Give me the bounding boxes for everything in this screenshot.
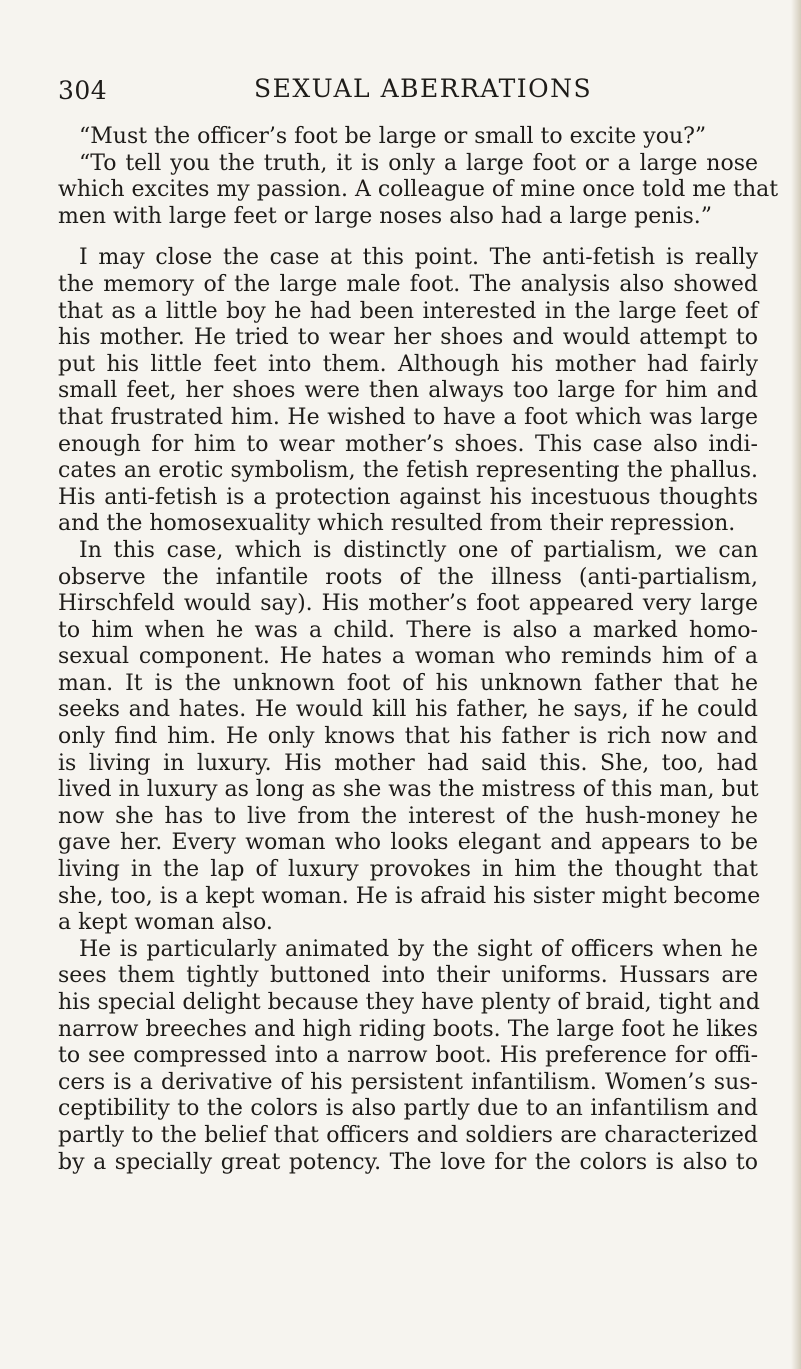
text-line: she, too, is a kept woman. He is afraid his sister might become	[58, 883, 761, 909]
dialogue-block	[58, 124, 779, 230]
text-line: his special delight because they have plenty of braid, tight and	[58, 990, 760, 1015]
text-line: by a specially great potency. The love for the colors is also to	[58, 1149, 758, 1175]
page-edge-shadow	[791, 0, 801, 1369]
text-line: to him when he was a child. There is also a marked homo-	[58, 617, 758, 643]
text-line: to see compressed into a narrow boot. His preference for offi-	[58, 1043, 758, 1069]
text-line: and the homosexuality which resulted from their repression.	[58, 511, 736, 537]
page-number: 304	[58, 76, 108, 105]
text-line: Hirschfeld would say). His mother’s foot appeared very large	[58, 591, 758, 617]
text-line: cers is a derivative of his persistent infantilism. Women’s sus-	[58, 1069, 758, 1095]
text-line: now she has to live from the interest of the hush-money he	[58, 803, 758, 829]
text-line: his mother. He tried to wear her shoes and would attempt to	[58, 325, 758, 351]
text-line: enough for him to wear mother’s shoes. This case also indi-	[58, 431, 758, 457]
text-line: “Must the officer’s foot be large or small to excite you?”	[79, 124, 707, 149]
paragraph-3	[58, 937, 758, 1176]
text-line: lived in luxury as long as she was the mistress of this man, but	[58, 777, 759, 803]
text-line: “To tell you the truth, it is only a large foot or a large nose	[79, 150, 758, 176]
text-line: man. It is the unknown foot of his unknown father that he	[58, 670, 758, 696]
paragraph-1	[58, 245, 758, 538]
text-line: which excites my passion. A colleague of mine once told me that	[58, 177, 779, 203]
text-line: I may close the case at this point. The anti-fetish is really	[79, 245, 758, 271]
text-line: seeks and hates. He would kill his father, he says, if he could	[58, 697, 758, 723]
text-line: He is particularly animated by the sight of officers when he	[79, 936, 758, 962]
body-text	[58, 124, 779, 1176]
text-line: put his little feet into them. Although his mother had fairly	[58, 351, 758, 377]
text-line: is living in luxury. His mother had said this. She, too, had	[58, 750, 758, 776]
text-line: small feet, her shoes were then always too large for him and	[58, 378, 758, 404]
text-line: living in the lap of luxury provokes in him the thought that	[58, 857, 758, 883]
text-line: men with large feet or large noses also had a large penis.”	[58, 203, 712, 229]
text-line: sees them tightly buttoned into their uniforms. Hussars are	[58, 963, 758, 989]
text-line: partly to the belief that officers and soldiers are characterized	[58, 1122, 758, 1148]
text-line: that frustrated him. He wished to have a foot which was large	[58, 404, 758, 430]
text-line: the memory of the large male foot. The analysis also showed	[58, 271, 758, 297]
text-line: gave her. Every woman who looks elegant and appears to be	[58, 830, 758, 856]
text-line: a kept woman also.	[58, 910, 273, 936]
text-line: only find him. He only knows that his father is rich now and	[58, 724, 758, 750]
text-line: observe the infantile roots of the illness (anti-partialism,	[58, 564, 758, 590]
text-line: sexual component. He hates a woman who reminds him of a	[58, 644, 758, 670]
paragraph-2	[58, 537, 761, 937]
paragraph-gap	[58, 230, 758, 245]
text-line: ceptibility to the colors is also partly due to an infantilism and	[58, 1096, 758, 1122]
page-header	[58, 74, 758, 114]
text-line: His anti-fetish is a protection against his incestuous thoughts	[58, 484, 758, 510]
text-line: In this case, which is distinctly one of partialism, we can	[79, 537, 758, 563]
text-line: that as a little boy he had been interested in the large feet of	[58, 298, 758, 324]
running-head: SEXUAL ABERRATIONS	[254, 74, 593, 103]
text-line: narrow breeches and high riding boots. The large foot he likes	[58, 1016, 758, 1042]
text-line: cates an erotic symbolism, the fetish representing the phallus.	[58, 458, 758, 484]
